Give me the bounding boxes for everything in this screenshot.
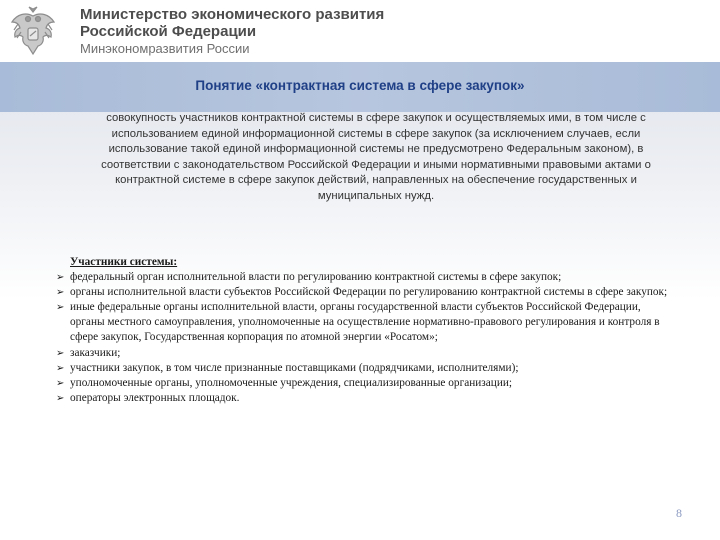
- organization-title: [80, 6, 384, 40]
- arrow-bullet-icon: ➢: [56, 392, 65, 404]
- slide-title: Понятие «контрактная система в сфере закупок»: [195, 78, 525, 93]
- organization-title-line-2: Российской Федерации: [80, 23, 257, 40]
- list-item-text: органы исполнительной власти субъектов Российской Федерации по регулированию контрактной системы в сфере закупок;: [70, 286, 668, 299]
- header: [0, 0, 720, 62]
- definition-text: совокупность участников контрактной системы в сфере закупок и осуществляемых ими, в том числе с использованием единой информационной системы в сфере закупок (за исключением случаев, если использование такой единой информационной системы не предусмотрено Федеральным законом), в соответствии с законодательством Российской Федерации и иными нормативными правовыми актами о контрактной системе в сфере закупок действий, направленных на обеспечение государственных и муниципальных нужд.: [101, 112, 651, 202]
- list-item: [56, 300, 670, 345]
- organization-title-line-1: Министерство экономического развития: [80, 6, 385, 23]
- list-item-text: заказчики;: [70, 346, 121, 359]
- list-item: [56, 346, 670, 361]
- arrow-bullet-icon: ➢: [56, 347, 65, 359]
- participants-heading: Участники системы:: [70, 256, 178, 268]
- list-item-text: уполномоченные органы, уполномоченные учреждения, специализированные организации;: [70, 376, 513, 389]
- list-item: [56, 376, 670, 391]
- list-item: [56, 391, 670, 406]
- list-item: [56, 285, 670, 300]
- list-item-text: иные федеральные органы исполнительной власти, органы государственной власти субъектов Российской Федерации, органы местного самоуправления, уполномоченные на осуществление нормативно-правового регулирования и контроля в сфере закупок, Государственная корпорация по атомной энергии «Росатом»;: [70, 301, 660, 344]
- participants-section: [56, 255, 670, 406]
- arrow-bullet-icon: ➢: [56, 377, 65, 389]
- list-item: [56, 361, 670, 376]
- list-item: [56, 270, 670, 285]
- list-item-text: федеральный орган исполнительной власти по регулированию контрактной системы в сфере закупок;: [70, 271, 562, 284]
- coat-of-arms-icon: [8, 4, 58, 58]
- arrow-bullet-icon: ➢: [56, 287, 65, 299]
- organization-short-name: Минэкономразвития России: [80, 41, 250, 56]
- participants-list: [56, 270, 670, 406]
- arrow-bullet-icon: ➢: [56, 362, 65, 374]
- list-item-text: участники закупок, в том числе признанные поставщиками (подрядчиками, исполнителями);: [70, 361, 519, 374]
- arrow-bullet-icon: ➢: [56, 302, 65, 314]
- arrow-bullet-icon: ➢: [56, 272, 65, 284]
- list-item-text: операторы электронных площадок.: [70, 391, 240, 404]
- page-number: 8: [676, 506, 682, 520]
